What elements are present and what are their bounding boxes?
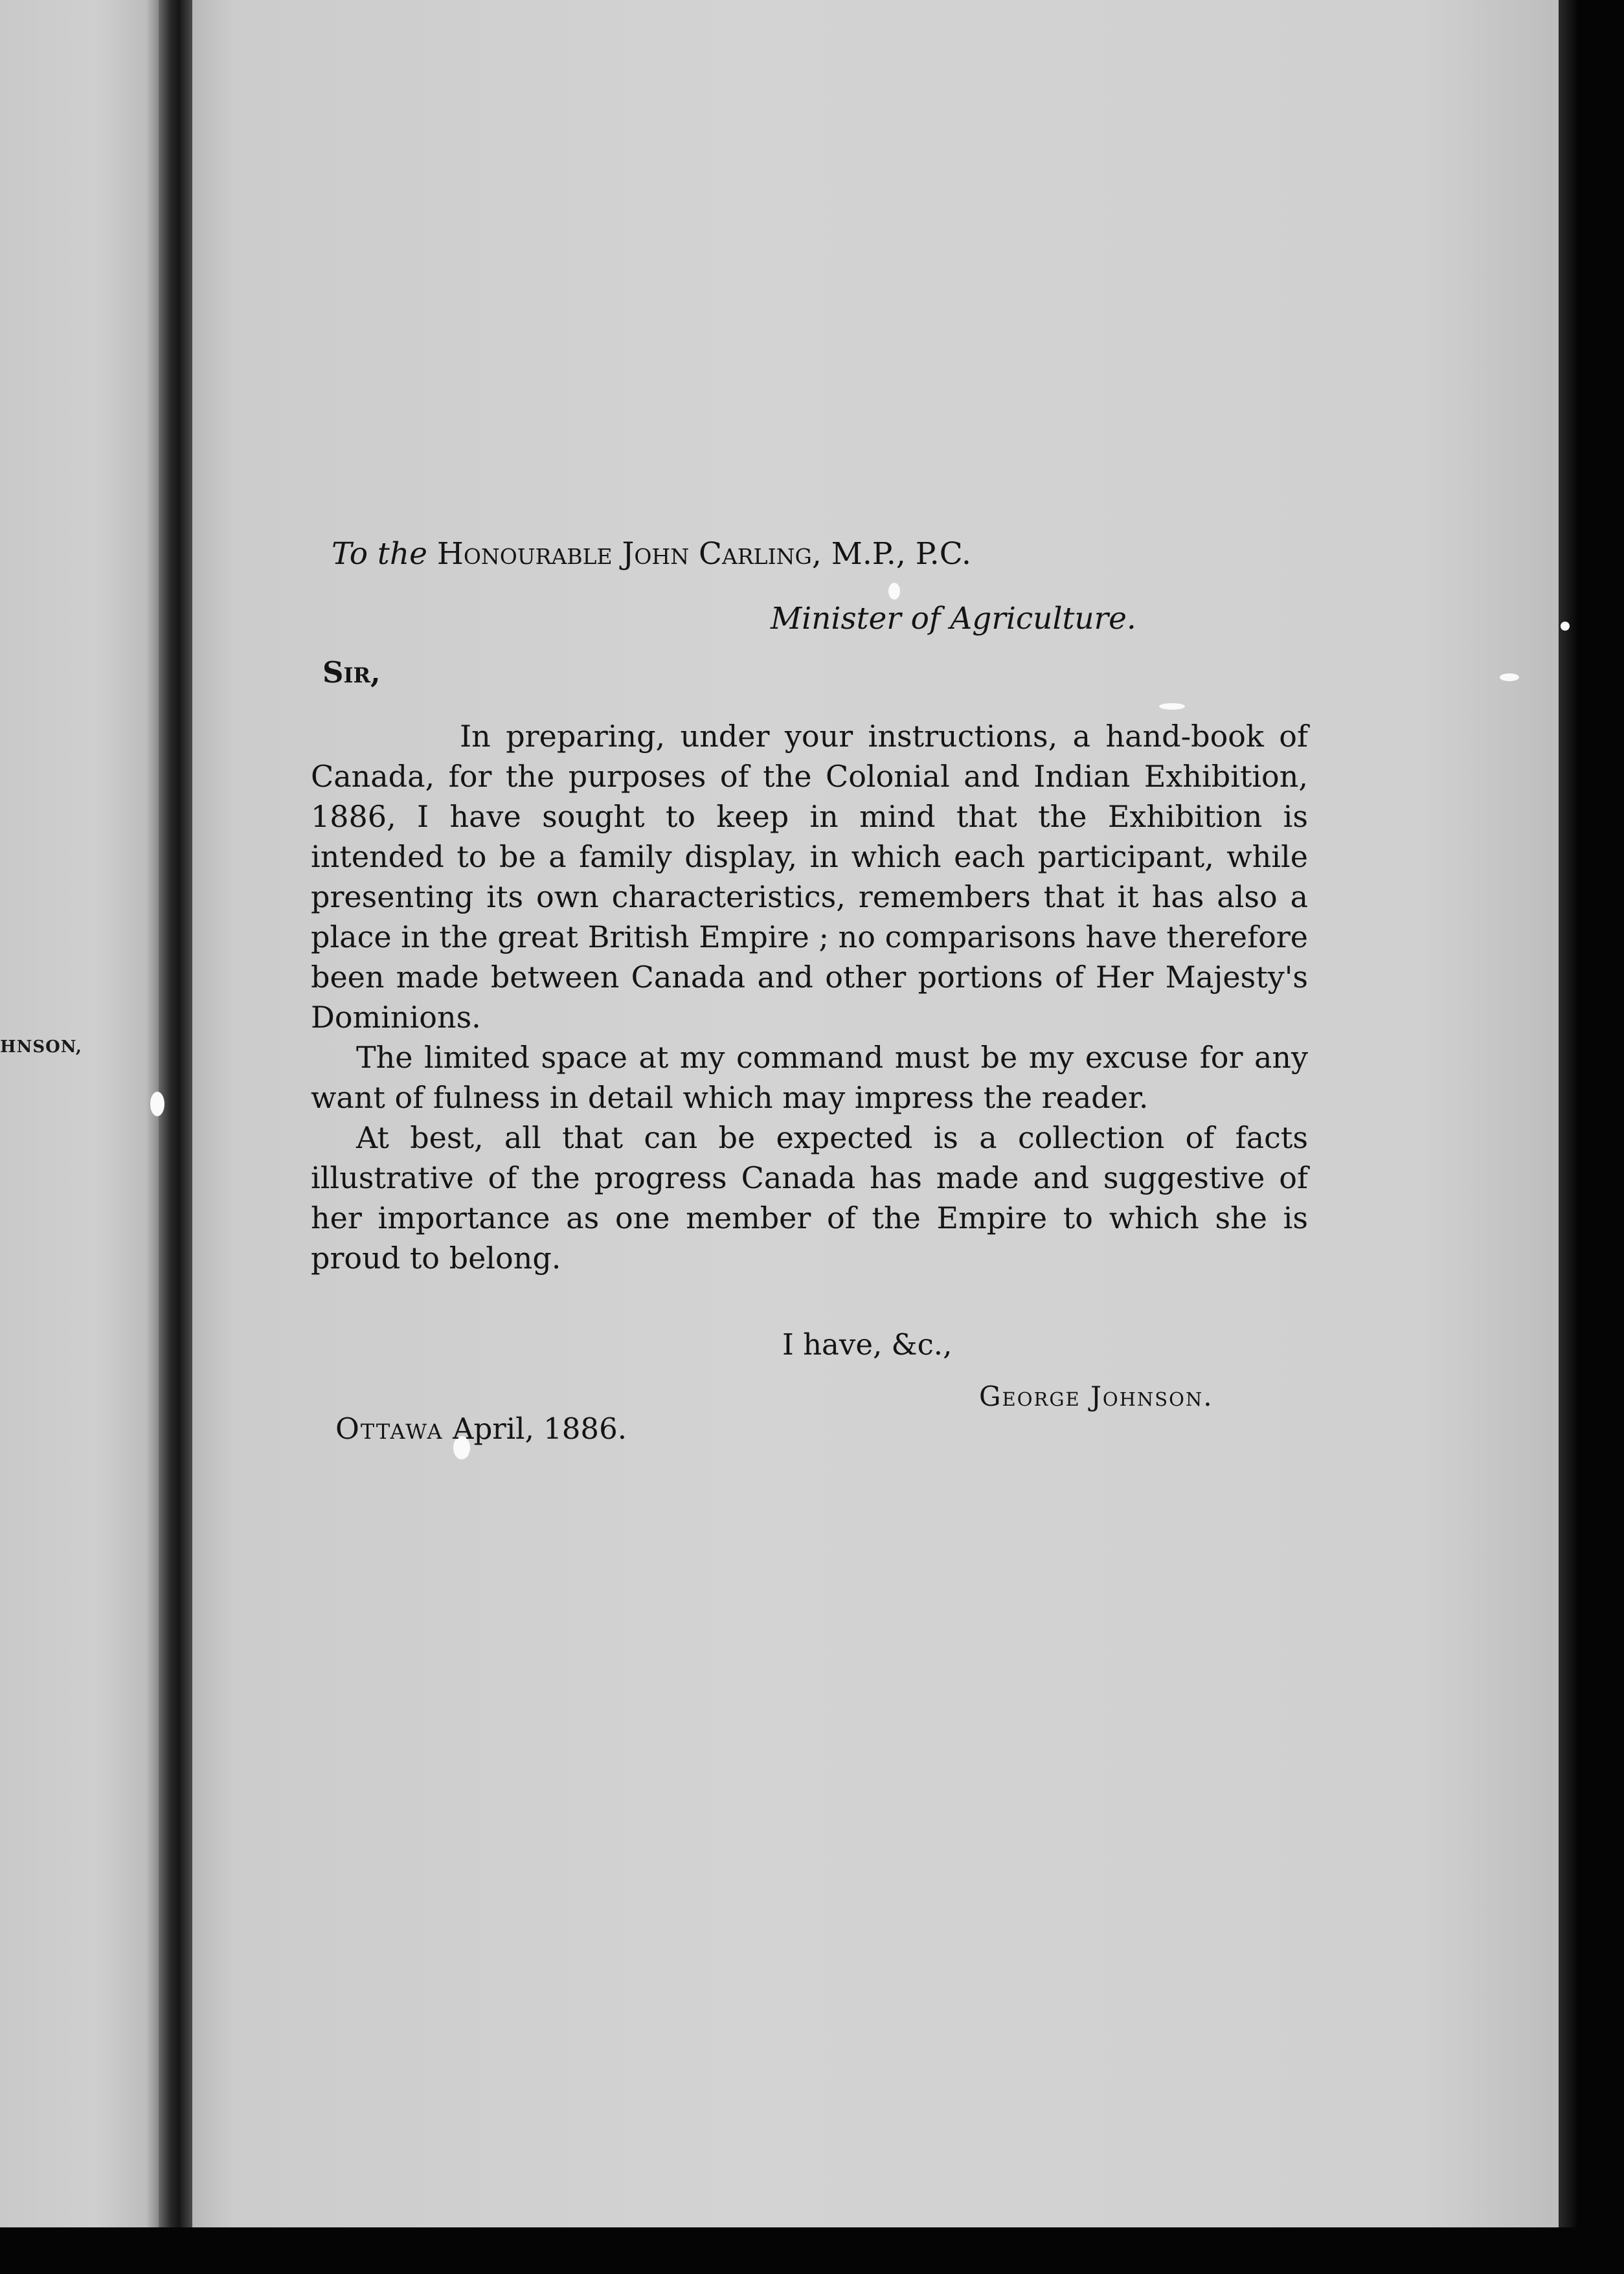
facing-page [0, 0, 159, 2227]
place: Ottawa [335, 1412, 444, 1446]
addressee-title: Minister of Agriculture. [771, 601, 1136, 636]
scan-speck [888, 583, 900, 600]
address-prefix: To the [332, 536, 427, 572]
signature: George Johnson. [979, 1380, 1213, 1412]
page-edge-shadow [1559, 0, 1624, 2274]
scan-speck [1500, 673, 1519, 681]
scan-speck [1561, 622, 1570, 631]
scan-border [0, 2227, 1624, 2274]
date: April, 1886. [452, 1412, 627, 1446]
facing-page-text-fragment: HNSON, [0, 1037, 82, 1057]
salutation: Sir, [322, 655, 381, 690]
scan-speck [1159, 703, 1185, 710]
addressee-name: Honourable John Carling, M.P., P.C. [436, 536, 971, 572]
paragraph-2: The limited space at my command must be my excuse for any want of fulness in detail which may impress the reader. [311, 1040, 1308, 1115]
book-gutter [159, 0, 192, 2227]
addressee-line [332, 536, 971, 572]
scan-speck [150, 1092, 164, 1116]
paragraph-1: In preparing, under your instructions, a hand-book of Canada, for the purposes of the Colonial and Indian Exhibition, 1886, I have sought to keep in mind that the Exhibition is intended to be a family display, in which each participant, while presenting its own characteristics, remembers that it has also a place in the great British Empire ; no comparisons have therefore been made between Canada and other portions of Her Majesty's Dominions. [311, 719, 1308, 1035]
closing: I have, &c., [782, 1327, 953, 1362]
paragraph-3: At best, all that can be expected is a collection of facts illustrative of the progress Canada has made and suggestive of her importance as one member of the Empire to which she is proud to belong. [311, 1120, 1308, 1276]
place-and-date [335, 1412, 627, 1446]
letter-body [311, 716, 1308, 1278]
